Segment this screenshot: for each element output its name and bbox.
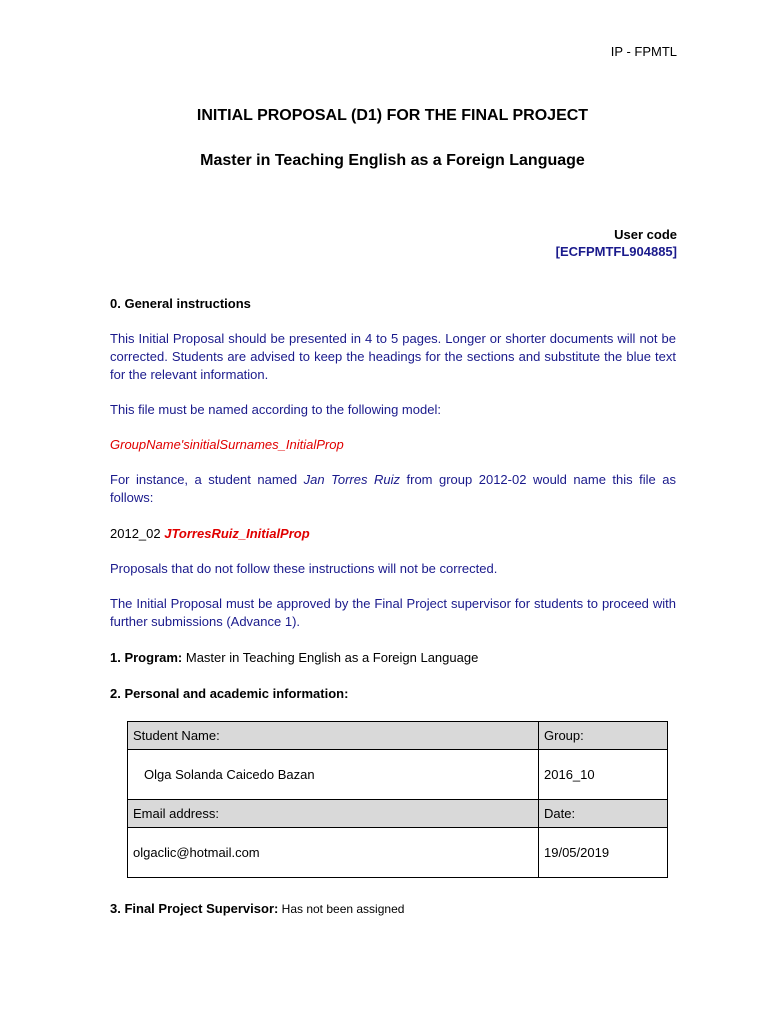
email-label: Email address:: [128, 800, 539, 828]
instructions-paragraph-1: This Initial Proposal should be presented in 4 to 5 pages. Longer or shorter documents will not be corrected. Students are advised to keep the headings for the sections and substitute the blue text for the relevant information.: [110, 331, 676, 382]
table-header-row: [128, 800, 668, 828]
section-1-value: Master in Teaching English as a Foreign Language: [182, 650, 479, 665]
example-filename-name: JTorresRuiz_InitialProp: [164, 526, 310, 541]
table-row: [128, 750, 668, 800]
table-header-row: [128, 722, 668, 750]
user-code-label: User code: [614, 227, 677, 242]
example-post: from group 2012-02 would name this file as follows:: [110, 472, 677, 505]
filename-model: GroupName'sinitialSurnames_InitialProp: [110, 437, 344, 452]
section-3-value: Has not been assigned: [278, 902, 405, 916]
date-label: Date:: [539, 800, 668, 828]
personal-info-table: [127, 721, 668, 878]
group-value: 2016_10: [539, 750, 668, 800]
document-title: INITIAL PROPOSAL (D1) FOR THE FINAL PROJECT: [196, 107, 589, 124]
section-1-program: [110, 649, 676, 667]
user-code-block: [556, 226, 677, 260]
student-name-label: Student Name:: [128, 722, 539, 750]
section-0-heading: 0. General instructions: [110, 296, 251, 311]
section-1-label: 1. Program:: [110, 650, 183, 665]
section-3-label: 3. Final Project Supervisor:: [110, 901, 279, 916]
user-code-value: [ECFPMTFL904885]: [555, 244, 677, 259]
example-filename-prefix: 2012_02: [110, 526, 165, 541]
example-pre: For instance, a student named: [110, 472, 304, 487]
example-filename: [110, 525, 676, 543]
section-2-heading: 2. Personal and academic information:: [110, 686, 349, 701]
instructions-example: [110, 471, 676, 507]
email-value: olgaclic@hotmail.com: [128, 828, 539, 878]
instructions-paragraph-5: Proposals that do not follow these instructions will not be corrected.: [110, 561, 498, 576]
instructions-paragraph-2: This file must be named according to the following model:: [110, 402, 441, 417]
date-value: 19/05/2019: [539, 828, 668, 878]
table-row: [128, 828, 668, 878]
section-3-supervisor: [110, 900, 676, 918]
example-student-name: Jan Torres Ruiz: [303, 472, 400, 487]
instructions-paragraph-6: The Initial Proposal must be approved by the Final Project supervisor for students to proceed with further submissions (Advance 1).: [110, 596, 676, 629]
student-name-value: Olga Solanda Caicedo Bazan: [128, 750, 539, 800]
page-header: IP - FPMTL: [610, 44, 677, 59]
document-subtitle: Master in Teaching English as a Foreign Language: [200, 152, 585, 169]
group-label: Group:: [539, 722, 668, 750]
